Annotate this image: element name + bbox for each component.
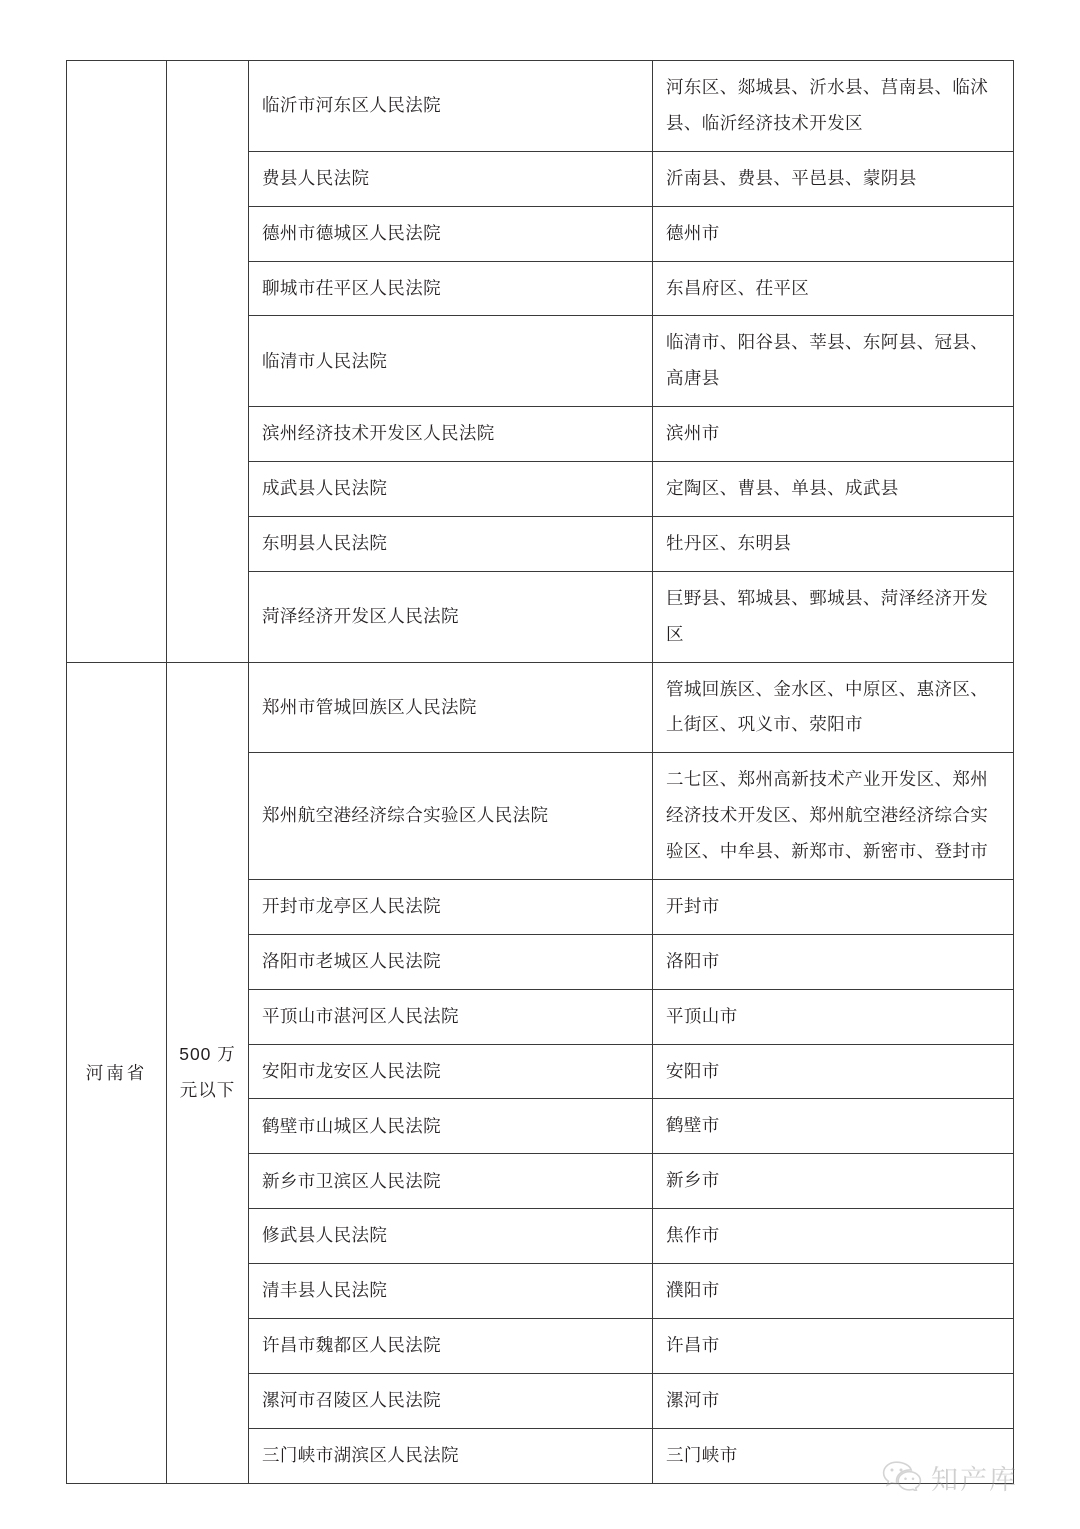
jurisdiction-cell — [653, 1099, 1014, 1154]
jurisdiction-cell — [653, 1154, 1014, 1209]
jurisdiction-text: 三门峡市 — [666, 1444, 738, 1465]
jurisdiction-cell — [653, 662, 1014, 753]
jurisdiction-cell — [653, 316, 1014, 407]
jurisdiction-text: 新乡市 — [666, 1170, 720, 1191]
court-name-cell — [249, 462, 653, 517]
court-name-text: 漯河市召陵区人民法院 — [262, 1390, 441, 1411]
jurisdiction-cell — [653, 407, 1014, 462]
court-name-text: 清丰县人民法院 — [262, 1280, 388, 1301]
province-cell — [67, 61, 167, 663]
jurisdiction-table — [66, 60, 1014, 1484]
court-name-cell — [249, 1044, 653, 1099]
court-name-cell — [249, 1373, 653, 1428]
court-name-cell — [249, 1209, 653, 1264]
court-name-text: 开封市龙亭区人民法院 — [262, 896, 441, 917]
jurisdiction-cell — [653, 261, 1014, 316]
court-name-cell — [249, 753, 653, 880]
court-name-text: 郑州航空港经济综合实验区人民法院 — [262, 805, 549, 826]
court-name-cell — [249, 1154, 653, 1209]
court-name-cell — [249, 1428, 653, 1483]
court-name-cell — [249, 571, 653, 662]
amount-threshold-label: 500 万元以下 — [179, 1043, 236, 1100]
jurisdiction-cell — [653, 516, 1014, 571]
court-name-cell — [249, 879, 653, 934]
jurisdiction-text: 洛阳市 — [666, 950, 720, 971]
court-name-text: 许昌市魏都区人民法院 — [262, 1335, 441, 1356]
jurisdiction-text: 二七区、郑州高新技术产业开发区、郑州经济技术开发区、郑州航空港经济综合实验区、中牟县、新郑市、新密市、登封市 — [666, 769, 989, 861]
jurisdiction-text: 鹤壁市 — [666, 1115, 720, 1136]
jurisdiction-text: 漯河市 — [666, 1389, 720, 1410]
jurisdiction-text: 沂南县、费县、平邑县、蒙阴县 — [666, 167, 917, 188]
table-row — [67, 61, 1014, 152]
court-name-cell — [249, 989, 653, 1044]
court-name-text: 德州市德城区人民法院 — [262, 222, 441, 243]
court-name-text: 聊城市茌平区人民法院 — [262, 277, 441, 298]
court-name-text: 洛阳市老城区人民法院 — [262, 951, 441, 972]
court-name-text: 临沂市河东区人民法院 — [262, 95, 441, 116]
court-name-cell — [249, 261, 653, 316]
court-name-cell — [249, 1318, 653, 1373]
jurisdiction-cell — [653, 753, 1014, 880]
court-name-text: 费县人民法院 — [262, 168, 370, 189]
court-name-text: 成武县人民法院 — [262, 478, 388, 499]
jurisdiction-cell — [653, 989, 1014, 1044]
court-name-text: 修武县人民法院 — [262, 1225, 388, 1246]
jurisdiction-cell — [653, 1209, 1014, 1264]
jurisdiction-text: 巨野县、郓城县、鄄城县、菏泽经济开发区 — [666, 587, 989, 644]
jurisdiction-text: 开封市 — [666, 895, 720, 916]
court-name-cell — [249, 1099, 653, 1154]
jurisdiction-cell — [653, 206, 1014, 261]
watermark-label: 知产库 — [931, 1465, 1018, 1496]
court-name-cell — [249, 407, 653, 462]
jurisdiction-text: 平顶山市 — [666, 1005, 738, 1026]
amount-threshold-cell — [167, 662, 249, 1483]
jurisdiction-cell — [653, 1318, 1014, 1373]
jurisdiction-text: 定陶区、曹县、单县、成武县 — [666, 478, 899, 498]
court-name-text: 三门峡市湖滨区人民法院 — [262, 1444, 459, 1465]
court-name-cell — [249, 61, 653, 152]
province-label: 河南省 — [85, 1062, 148, 1083]
jurisdiction-text: 许昌市 — [666, 1334, 720, 1355]
jurisdiction-cell — [653, 61, 1014, 152]
amount-threshold-cell — [167, 61, 249, 663]
court-name-text: 郑州市管城回族区人民法院 — [262, 696, 477, 717]
court-name-cell — [249, 206, 653, 261]
court-name-cell — [249, 934, 653, 989]
jurisdiction-cell — [653, 934, 1014, 989]
court-name-cell — [249, 151, 653, 206]
watermark — [882, 1458, 1018, 1497]
jurisdiction-text: 河东区、郯城县、沂水县、莒南县、临沭县、临沂经济技术开发区 — [666, 77, 989, 133]
jurisdiction-cell — [653, 1373, 1014, 1428]
jurisdiction-text: 焦作市 — [666, 1225, 720, 1246]
court-name-cell — [249, 662, 653, 753]
jurisdiction-cell — [653, 462, 1014, 517]
court-name-text: 菏泽经济开发区人民法院 — [262, 606, 459, 626]
jurisdiction-cell — [653, 879, 1014, 934]
jurisdiction-cell — [653, 151, 1014, 206]
court-name-text: 平顶山市湛河区人民法院 — [262, 1005, 459, 1026]
jurisdiction-cell — [653, 1044, 1014, 1099]
jurisdiction-text: 滨州市 — [666, 423, 720, 444]
court-name-text: 新乡市卫滨区人民法院 — [262, 1170, 441, 1191]
jurisdiction-text: 管城回族区、金水区、中原区、惠济区、上街区、巩义市、荥阳市 — [666, 678, 989, 735]
jurisdiction-text: 牡丹区、东明县 — [666, 532, 792, 553]
court-name-cell — [249, 316, 653, 407]
jurisdiction-text: 安阳市 — [666, 1060, 720, 1081]
court-name-text: 安阳市龙安区人民法院 — [262, 1060, 441, 1081]
court-name-text: 滨州经济技术开发区人民法院 — [262, 423, 495, 444]
court-name-text: 东明县人民法院 — [262, 533, 388, 554]
province-cell — [67, 662, 167, 1483]
court-name-text: 临清市人民法院 — [262, 350, 388, 371]
jurisdiction-cell — [653, 571, 1014, 662]
court-name-text: 鹤壁市山城区人民法院 — [262, 1115, 441, 1136]
court-name-cell — [249, 516, 653, 571]
jurisdiction-text: 德州市 — [666, 222, 720, 243]
wechat-icon — [882, 1459, 922, 1496]
jurisdiction-text: 濮阳市 — [666, 1280, 720, 1300]
jurisdiction-text: 东昌府区、茌平区 — [666, 277, 810, 298]
table-row — [67, 662, 1014, 753]
court-name-cell — [249, 1264, 653, 1319]
jurisdiction-cell — [653, 1264, 1014, 1319]
jurisdiction-text: 临清市、阳谷县、莘县、东阿县、冠县、高唐县 — [666, 332, 989, 389]
